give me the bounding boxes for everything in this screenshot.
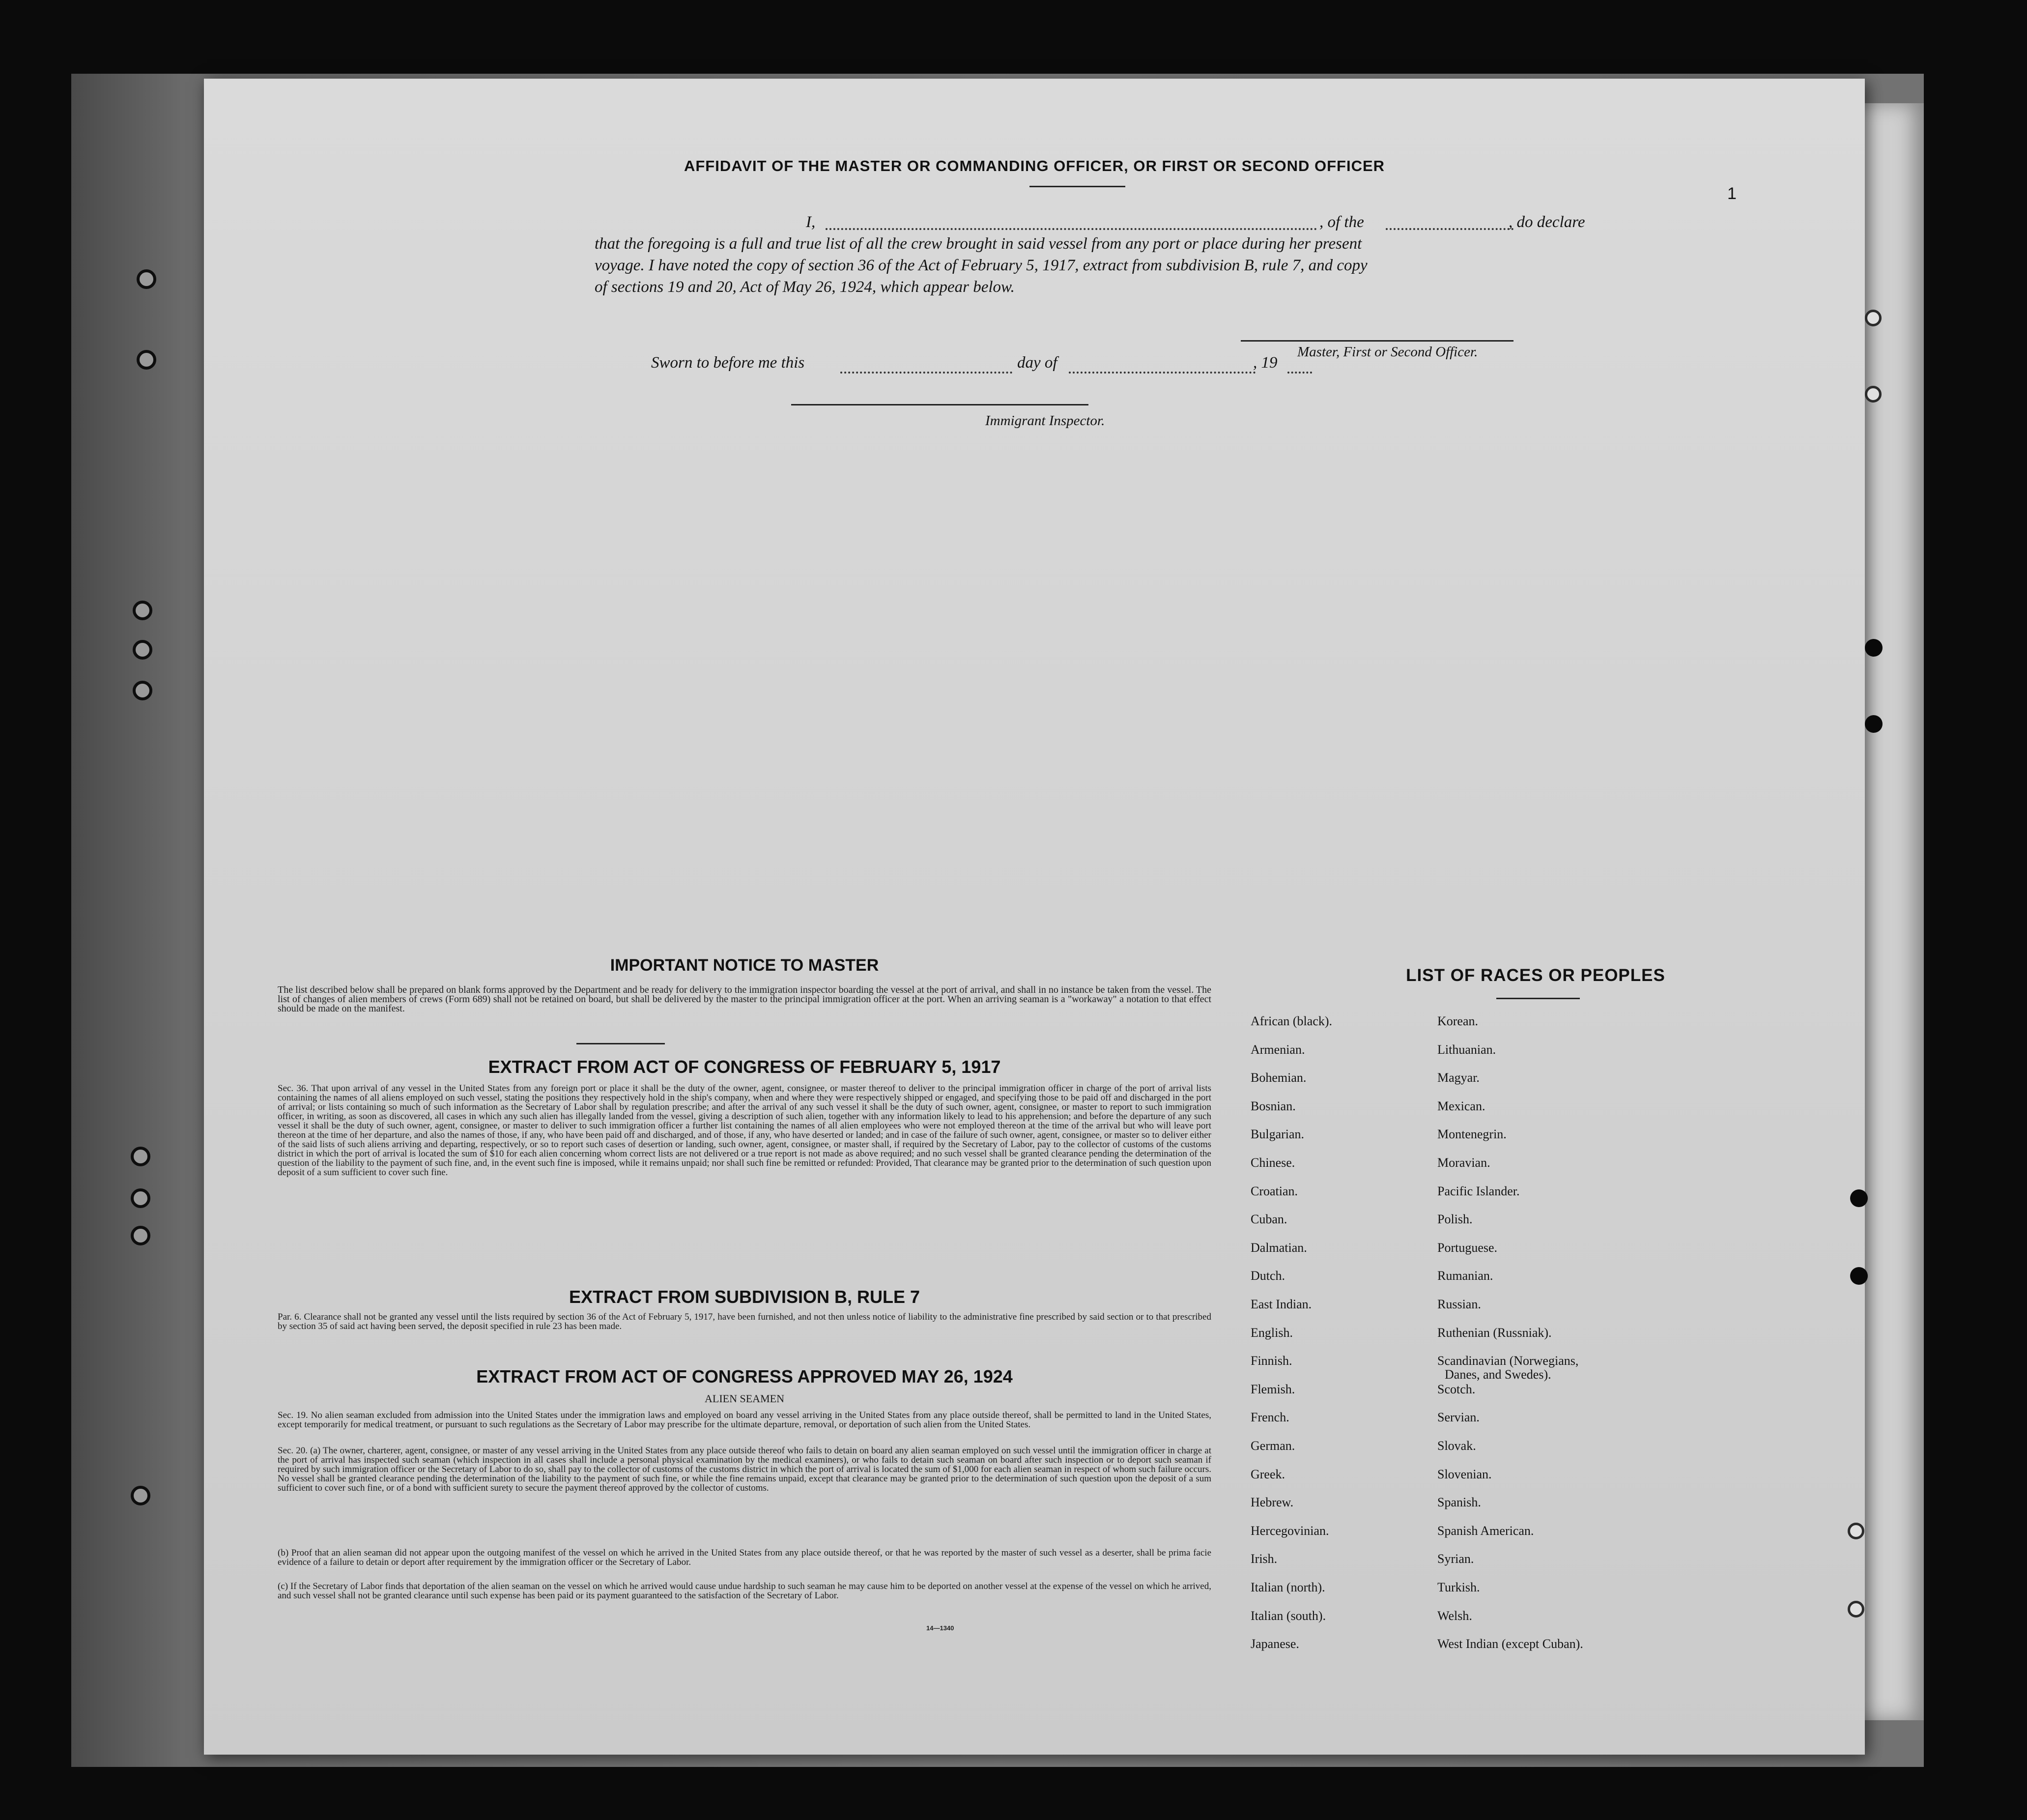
notice-text: The list described below shall be prepared on blank forms approved by the Department and be ready for delivery to the immigration inspector boarding the vessel at the port of arrival, and shall in no instance be taken from the vessel. The list of changes of alien members of crews (Form 689) shall not be retained on board, but shall be delivered by the master to the principal immigration officer at the port. When an arriving seaman is a "workaway" a notation to that effect should be made on the manifest. [278,984,1211,1014]
day-of-text: day of [1017,354,1057,372]
page-ring [1865,310,1882,326]
race-item: Portuguese. [1437,1241,1498,1255]
month-blank [1069,372,1256,374]
master-signature-line [1241,340,1513,342]
extract-1924-subtitle: ALIEN SEAMEN [705,1392,784,1405]
page-number: 1 [1727,184,1737,203]
race-item: Polish. [1437,1212,1473,1226]
extract-1924-title: EXTRACT FROM ACT OF CONGRESS APPROVED MAY 26, 1924 [476,1366,1013,1387]
race-item: Chinese. [1251,1156,1295,1170]
inspector-signature-line [791,404,1088,405]
race-item: Mexican. [1437,1099,1485,1113]
binding-dot [1865,715,1883,733]
binding-dot [1865,639,1883,657]
page-ring [1848,1523,1864,1539]
binder-hole [133,681,152,700]
binder-hole [133,640,152,660]
affidavit-i: I, [806,213,816,231]
race-item: Ruthenian (Russniak). [1437,1326,1552,1340]
extract-1924-sec20a: Sec. 20. (a) The owner, charterer, agent, consignee, or master of any vessel arriving in the United States from any place outside thereof who fails to detain on board any alien seaman employed on such vessel until the immigration officer in charge at the port of arrival has inspected such seaman (which inspection in all cases shall include a personal physical examination by the medical examiners), or who fails to detain such seaman on board after such inspection or to deport such seaman if required by such immigration officer or the Secretary of Labor to do so, shall pay to the collector of customs of the customs district in which the port of arrival is located the sum of $1,000 for each alien seaman in respect of whom such failure occurs. No vessel shall be granted clearance pending the determination of the liability to the payment of such fine, or while the fine remains unpaid, except that clearance may be granted prior to the determination of such question upon the deposit of a sum sufficient to cover such fine, or of a bond with sufficient surety to secure the payment thereof approved by the collector of customs. [278,1445,1211,1493]
race-item: Slovenian. [1437,1467,1492,1481]
form-number: 14—1340 [926,1624,954,1632]
vessel-blank [1386,228,1513,230]
race-item: Magyar. [1437,1070,1480,1085]
affidavit-line-1 [595,211,1617,233]
binder-hole [131,1486,150,1505]
race-item: Turkish. [1437,1580,1480,1594]
extract-1924-sec19: Sec. 19. No alien seaman excluded from admission into the United States under the immigration laws and employed on board any vessel arriving in the United States from any place outside thereof, shall be permitted to land in the United States, except temporarily for medical treatment, or pursuant to such regulations as the Secretary of Labor may prescribe for the ultimate departure, removal, or deportation of such alien from the United States. [278,1410,1211,1430]
page-ring [1865,386,1882,403]
extract-1924-sec20b: (b) Proof that an alien seaman did not appear upon the outgoing manifest of the vessel on which he arrived in the United States from any place outside thereof, or that he was reported by the master of such vessel as a deserter, shall be prima facie evidence of a failure to detain or deport after requirement by the immigration officer or the Secretary of Labor. [278,1548,1211,1567]
race-item: Cuban. [1251,1212,1287,1226]
master-label: Master, First or Second Officer. [1297,344,1478,360]
extract-1917-title: EXTRACT FROM ACT OF CONGRESS OF FEBRUARY 5, 1917 [488,1057,1001,1077]
extract-1917-text: Sec. 36. That upon arrival of any vessel in the United States from any foreign port or place it shall be the duty of the owner, agent, consignee, or master thereof to deliver to the principal immigration officer in charge of the port of arrival lists containing the names of all aliens employed on such vessel, stating the positions they respectively hold in the ship's company, when and where they were respectively shipped or engaged, and specifying those to be paid off and discharged in the port of arrival; or lists containing so much of such information as the Secretary of Labor shall by regulation prescribe; and after the arrival of any such vessel it shall be the duty of such owner, agent, consignee, or master to report to such immigration officer, in writing, as soon as discovered, all cases in which any such alien has illegally landed from the vessel, giving a description of such alien, together with any information likely to lead to his apprehension; and before the departure of any such vessel it shall be the duty of such owner, agent, consignee, or master to deliver to such immigration officer a further list containing the names of all alien employees who were not employed thereon at the time of the arrival but who will leave port thereon at the time of her departure, and also the names of those, if any, who have been paid off and discharged, and of those, if any, who have deserted or landed; and in case of the failure of such owner, agent, consignee, or master so to deliver either of the said lists of such aliens arriving and departing, respectively, or so to report such cases of desertion or landing, such owner, agent, consignee, or master shall, if required by the Secretary of Labor, pay to the collector of customs of the customs district in which the port of arrival is located the sum of $10 for each alien concerning whom correct lists are not delivered or a true report is not made as above required; and no such vessel shall be granted clearance pending the determination of the question of the liability to the payment of such fine, and, in the event such fine is imposed, while it remains unpaid; nor shall such fine be remitted or refunded: Provided, That clearance may be granted prior to the determination of such question upon deposit of a sum sufficient to cover such fine. [278,1083,1211,1178]
race-item: Armenian. [1251,1042,1305,1057]
title-rule [1029,186,1125,187]
race-item: Spanish American. [1437,1524,1534,1538]
affidavit-of: , of the [1319,213,1364,231]
race-item: Greek. [1251,1467,1285,1481]
race-item: Croatian. [1251,1184,1298,1198]
race-item: Bohemian. [1251,1070,1307,1085]
affidavit-title: AFFIDAVIT OF THE MASTER OR COMMANDING OFFICER, OR FIRST OR SECOND OFFICER [684,157,1385,174]
race-item: Italian (south). [1251,1609,1326,1623]
race-item: African (black). [1251,1014,1333,1028]
race-item: Moravian. [1437,1156,1490,1170]
extract-rule7-text: Par. 6. Clearance shall not be granted any vessel until the lists required by section 36 of the Act of February 5, 1917, have been furnished, and not then unless notice of liability to the administrative fine prescribed by said section or to that prescribed by section 35 of said act having been served, the deposit specified in rule 23 has been made. [278,1312,1211,1331]
manifest-page [204,79,1865,1755]
race-item: Danes, and Swedes). [1445,1367,1551,1382]
notice-title: IMPORTANT NOTICE TO MASTER [610,956,879,975]
race-item: Bosnian. [1251,1099,1296,1113]
race-item: Slovak. [1437,1439,1476,1453]
year-blank [1287,372,1312,374]
affidavit-body [595,211,1617,298]
section-rule [576,1043,665,1044]
affidavit-line-4: of sections 19 and 20, Act of May 26, 1924, which appear below. [595,278,1015,296]
binder-hole [131,1188,150,1208]
affidavit-declare: , do declare [1509,213,1585,231]
binding-dot [1850,1267,1868,1285]
race-item: Korean. [1437,1014,1479,1028]
race-item: English. [1251,1326,1293,1340]
affidavit-line-2: that the foregoing is a full and true list of all the crew brought in said vessel from any port or place during her present [595,235,1362,253]
page-ring [1848,1601,1864,1618]
races-rule [1496,998,1580,999]
race-item: Pacific Islander. [1437,1184,1520,1198]
race-item: Russian. [1437,1297,1481,1311]
race-item: German. [1251,1439,1295,1453]
race-item: Spanish. [1437,1495,1481,1509]
affidavit-line-3: voyage. I have noted the copy of section 36 of the Act of February 5, 1917, extract from subdivision B, rule 7, and copy [595,257,1368,274]
extract-1924-sec20c: (c) If the Secretary of Labor finds that deportation of the alien seaman on the vessel on which he arrived would cause undue hardship to such seaman he may cause him to be deported on another vessel at the expense of the vessel on which he arrived, and such vessel shall not be granted clearance until such expense has been paid or its payment guaranteed to the satisfaction of the Secretary of Labor. [278,1581,1211,1601]
race-item: Hercegovinian. [1251,1524,1329,1538]
binding-dot [1850,1189,1868,1207]
binder-hole [131,1226,150,1245]
race-item: West Indian (except Cuban). [1437,1637,1583,1651]
race-item: Italian (north). [1251,1580,1325,1594]
name-blank [826,228,1317,230]
sworn-text: Sworn to before me this [651,354,805,372]
race-item: Scandinavian (Norwegians, [1437,1354,1579,1368]
race-item: East Indian. [1251,1297,1312,1311]
binder-hole [137,269,156,289]
race-item: Bulgarian. [1251,1127,1305,1141]
race-item: French. [1251,1410,1289,1424]
binder-hole [131,1147,150,1166]
race-item: Finnish. [1251,1354,1292,1368]
race-item: Japanese. [1251,1637,1299,1651]
race-item: Dalmatian. [1251,1241,1307,1255]
race-item: Dutch. [1251,1269,1285,1283]
year-prefix: , 19 [1253,354,1278,372]
race-item: Irish. [1251,1552,1278,1566]
race-item: Hebrew. [1251,1495,1294,1509]
race-item: Welsh. [1437,1609,1472,1623]
day-blank [840,372,1012,374]
race-item: Montenegrin. [1437,1127,1507,1141]
race-item: Syrian. [1437,1552,1474,1566]
race-item: Flemish. [1251,1382,1295,1396]
race-item: Lithuanian. [1437,1042,1496,1057]
inspector-label: Immigrant Inspector. [985,413,1105,429]
binder-hole [133,601,152,620]
binder-hole [137,350,156,370]
race-item: Rumanian. [1437,1269,1493,1283]
extract-rule7-title: EXTRACT FROM SUBDIVISION B, RULE 7 [569,1287,920,1307]
race-item: Servian. [1437,1410,1480,1424]
race-item: Scotch. [1437,1382,1476,1396]
races-title: LIST OF RACES OR PEOPLES [1406,966,1665,985]
